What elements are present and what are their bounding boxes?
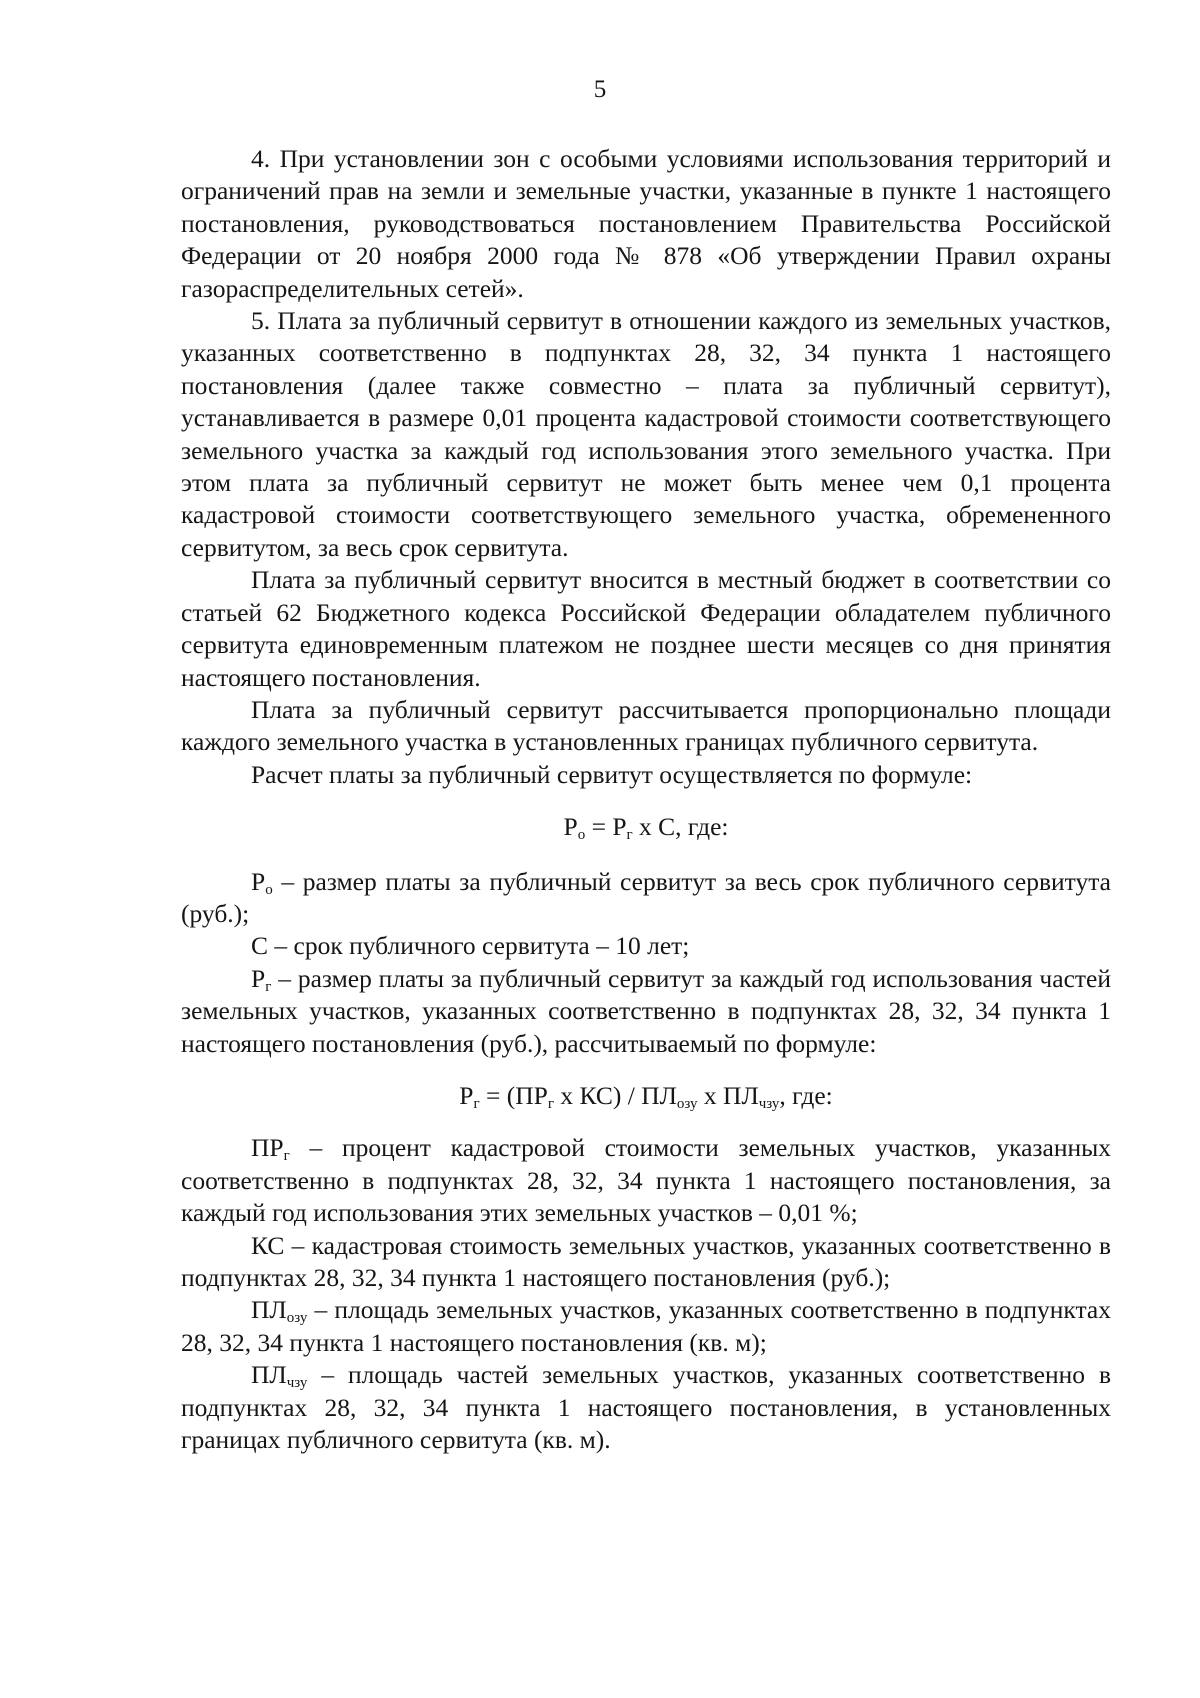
definition-symbol: ПР — [251, 1133, 284, 1163]
definition-text: – площадь частей земельных участков, указанных соответственно в подпунктах 28, 32, 34 пункта 1 настоящего постановления, в установленных границах публичного сервитута (кв. м). — [181, 1360, 1111, 1455]
definition-text: – процент кадастровой стоимости земельных участков, указанных соответственно в подпунктах 28, 32, 34 пункта 1 настоящего постановления, за каждый год использования этих земельных участков – 0,01 %; — [181, 1133, 1111, 1228]
definition-symbol: ПЛ — [251, 1295, 287, 1325]
formula-subscript: г — [626, 827, 633, 844]
paragraph-fee-proportional: Плата за публичный сервитут рассчитывается пропорционально площади каждого земельного участка в установленных границах публичного сервитута. — [181, 694, 1111, 757]
paragraph-fee-payment: Плата за публичный сервитут вносится в местный бюджет в соответствии со статьей 62 Бюджетного кодекса Российской Федерации обладателем публичного сервитута единовременным платежом не позднее шести месяцев со дня принятия настоящего постановления. — [181, 565, 1111, 692]
definition-prg — [181, 1132, 1111, 1229]
definition-subscript: о — [265, 881, 273, 898]
formula-subscript: чзу — [758, 1095, 780, 1112]
definition-pg — [181, 963, 1111, 1060]
paragraph-calc-intro: Расчет платы за публичный сервитут осуществляется по формуле: — [251, 759, 973, 789]
definition-subscript: г — [283, 1148, 290, 1165]
paragraph-5-fee-rate: 5. Плата за публичный сервитут в отношении каждого из земельных участков, указанных соответственно в подпунктах 28, 32, 34 пункта 1 настоящего постановления (далее также совместно – плата за публичный сервитут), устанавливается в размере 0,01 процента кадастровой стоимости соответствующего земельного участка за каждый год использования этого земельного участка. При этом плата за публичный сервитут не может быть менее чем 0,1 процента кадастровой стоимости соответствующего земельного участка, обремененного сервитутом, за весь срок сервитута. — [181, 306, 1111, 562]
definition-text: – площадь земельных участков, указанных соответственно в подпунктах 28, 32, 34 пункта 1 настоящего постановления (кв. м); — [181, 1295, 1111, 1357]
definition-subscript: чзу — [286, 1375, 308, 1392]
formula-total-fee — [181, 811, 1111, 843]
definition-symbol: ПЛ — [251, 1360, 287, 1390]
definition-symbol: Р — [251, 866, 266, 896]
definition-text: – размер платы за публичный сервитут за каждый год использования частей земельных участков, указанных соответственно в подпунктах 28, 32, 34 пункта 1 настоящего постановления (руб.), рассчитываемый по формуле: — [181, 963, 1111, 1058]
formula-symbol: Р — [563, 812, 578, 842]
formula-subscript: о — [577, 827, 586, 844]
definition-pl-ozu — [181, 1294, 1111, 1359]
formula-text: х ПЛ — [697, 1080, 759, 1110]
page-number: 5 — [593, 76, 607, 103]
formula-symbol: Р — [459, 1080, 474, 1110]
formula-text: , где: — [779, 1080, 833, 1110]
formula-subscript: озу — [676, 1095, 698, 1112]
formula-subscript: г — [473, 1095, 480, 1112]
formula-subscript: г — [547, 1095, 554, 1112]
formula-text: х КС) / ПЛ — [553, 1080, 677, 1110]
definition-c: С – срок публичного сервитута – 10 лет; — [251, 931, 690, 961]
definition-symbol: Р — [251, 963, 266, 993]
definition-text: – размер платы за публичный сервитут за весь срок публичного сервитута (руб.); — [181, 866, 1111, 928]
formula-annual-fee — [181, 1080, 1111, 1112]
document-body — [181, 143, 1111, 1456]
definition-subscript: г — [265, 978, 272, 995]
definition-po — [181, 866, 1111, 931]
formula-text: х С, где: — [632, 812, 729, 842]
definition-pl-chzu — [181, 1359, 1111, 1456]
definition-ks: КС – кадастровая стоимость земельных участков, указанных соответственно в подпунктах 28, 32, 34 пункта 1 настоящего постановления (руб.); — [181, 1230, 1111, 1292]
paragraph-4-zones: 4. При установлении зон с особыми условиями использования территорий и ограничений прав на земли и земельные участки, указанные в пункте 1 настоящего постановления, руководствоваться постановлением Правительства Российской Федерации от 20 ноября 2000 года № 878 «Об утверждении Правил охраны газораспределительных сетей». — [181, 144, 1111, 303]
definition-subscript: озу — [286, 1310, 308, 1327]
formula-text: = Р — [585, 812, 627, 842]
formula-text: = (ПР — [479, 1080, 548, 1110]
